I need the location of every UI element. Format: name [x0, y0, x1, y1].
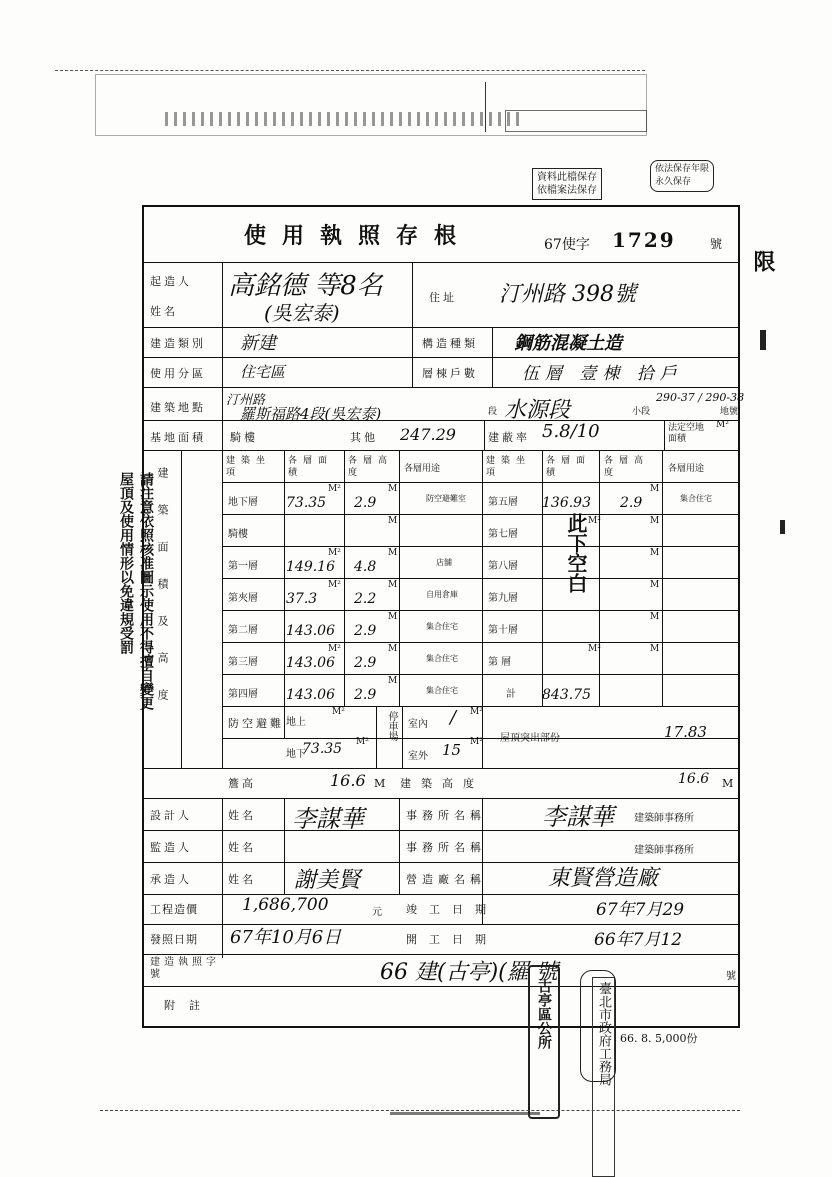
supervisor-office-label: 事務所名稱 [406, 841, 486, 854]
left-row-5-use: 集合住宅 [426, 654, 458, 663]
col-header-6: 各層高度 [604, 456, 650, 478]
height-unit: M [722, 777, 734, 790]
col-line-mid-2 [492, 327, 493, 387]
issue-value: 67年10月6日 [230, 927, 342, 948]
unit-rr0-height: M [650, 484, 660, 494]
left-row-5-area: 143.06 [286, 655, 335, 671]
unit-r3-height: M [388, 580, 398, 590]
rule-1 [144, 262, 738, 263]
cost-label: 工程造價 [150, 903, 198, 916]
unit-r2-height: M [388, 548, 398, 558]
unit-rr3-height: M [650, 580, 660, 590]
supervisor-name-label: 姓名 [228, 841, 256, 854]
license-suffix: 號 [726, 971, 736, 982]
coverage-label: 建蔽率 [488, 431, 530, 444]
unit-rr4-height: M [650, 612, 660, 622]
grid-col-v2 [284, 450, 285, 738]
left-row-4-use: 集合住宅 [426, 622, 458, 631]
shelter-label: 防空避難 [228, 717, 284, 730]
unit-r5-area: M² [328, 644, 341, 654]
area-label: 基地面積 [150, 431, 206, 444]
builder-label-2: 姓名 [150, 305, 178, 318]
grid-row-h5 [222, 642, 738, 643]
unit-r0-height: M [388, 484, 398, 494]
unit-r2-area: M² [328, 548, 341, 558]
top-strip-stamp-frame [505, 110, 647, 132]
statutory-unit: M² [716, 420, 729, 430]
col-line-statutory [664, 420, 665, 450]
permit-suffix: 號 [710, 237, 723, 251]
indoor-unit: M² [470, 707, 483, 717]
designer-office-suffix: 建築師事務所 [634, 813, 694, 824]
outdoor-value: 15 [442, 741, 462, 759]
shelter-above-unit: M² [332, 707, 345, 717]
designer-name: 李謀華 [292, 805, 364, 833]
rule-9 [144, 830, 738, 831]
coverage-value: 5.8/10 [542, 421, 600, 442]
section-value: 水源段 [504, 398, 571, 423]
left-row-1-name: 騎樓 [228, 529, 248, 540]
rule-3 [144, 357, 738, 358]
grid-row-h0 [222, 482, 738, 483]
shelter-divider [376, 706, 377, 768]
structure-value: 鋼筋混凝土造 [514, 333, 622, 354]
lower-col-3 [399, 798, 400, 894]
unit-r5-height: M [388, 644, 398, 654]
contractor-company-label: 營造廠名稱 [406, 873, 486, 886]
grid-col-v5 [482, 450, 483, 768]
left-row-4-name: 第二層 [228, 625, 258, 636]
left-row-3-name: 第夾層 [228, 593, 258, 604]
shelter-below-value: 73.35 [302, 741, 343, 757]
grid-row-h3 [222, 578, 738, 579]
left-row-4-area: 143.06 [286, 623, 335, 639]
archive-stamp2-line-2: 永久保存 [655, 177, 692, 187]
zone-label: 使用分區 [150, 367, 206, 380]
permit-prefix: 67使字 [544, 237, 590, 253]
notes-label: 附註 [164, 999, 214, 1012]
left-row-4-height: 2.9 [354, 623, 377, 639]
site-value-2: 羅斯福路4段(吳宏泰) [240, 405, 382, 423]
builder-name: 高銘德 等8名 [228, 271, 383, 301]
footer-print: 66. 8. 5,000份 [620, 1032, 698, 1045]
zone-value: 住宅區 [240, 363, 286, 381]
grid-row-h1 [222, 514, 738, 515]
left-row-6-height: 2.9 [354, 687, 377, 703]
col-line-coverage [484, 420, 485, 450]
right-edge-speck-2 [780, 520, 785, 534]
unit-r3-area: M² [328, 580, 341, 590]
contractor-label: 承造人 [150, 873, 192, 886]
grid-row-h2 [222, 546, 738, 547]
bottom-speck [390, 1112, 540, 1115]
archive-stamp-line-2: 依檔案法保存 [537, 185, 597, 196]
rule-4 [144, 387, 738, 388]
rule-7 [144, 768, 738, 769]
left-row-2-name: 第一層 [228, 561, 258, 572]
right-row-6-name: 計 [506, 689, 516, 700]
col-header-7: 各層用途 [668, 464, 705, 474]
void-stamp: 此下空白 [564, 513, 588, 593]
completion-value: 67年7月29 [596, 900, 685, 920]
col-header-1: 各層面積 [288, 456, 334, 478]
indoor-label: 室內 [408, 719, 428, 730]
completion-label: 竣工日期 [406, 903, 498, 916]
col-line-addr [412, 262, 413, 327]
top-strip-faded-text [165, 112, 525, 126]
unit-r0-area: M² [328, 484, 341, 494]
bottom-seal [528, 965, 560, 1119]
right-row-5-name: 第 層 [488, 657, 512, 668]
floors-label: 層棟戶數 [422, 367, 478, 380]
grid-col-v6 [542, 450, 543, 706]
left-row-6-area: 143.06 [286, 687, 335, 703]
left-row-0-name: 地下層 [228, 497, 258, 508]
right-row-0-use: 集合住宅 [680, 494, 712, 503]
left-row-5-name: 第三層 [228, 657, 258, 668]
unit-r4-height: M [388, 612, 398, 622]
designer-name-label: 姓名 [228, 809, 256, 822]
form-title: 使用執照存根 [244, 223, 473, 249]
roof-value: 17.83 [664, 723, 707, 741]
cost-value: 1,686,700 [242, 895, 329, 915]
rule-2 [144, 327, 738, 328]
left-row-5-height: 2.9 [354, 655, 377, 671]
outdoor-unit: M² [470, 737, 483, 747]
archive-stamp [532, 168, 602, 200]
unit-rr1-area: M² [588, 516, 601, 526]
grid-col-v0 [181, 450, 182, 768]
right-row-4-name: 第十層 [488, 625, 518, 636]
supervisor-label: 監造人 [150, 841, 192, 854]
oval-seal [580, 970, 616, 1082]
structure-label: 構造種類 [422, 337, 478, 350]
unit-rr5-area: M² [588, 644, 601, 654]
section-label: 段 [488, 407, 498, 417]
unit-rr2-height: M [650, 548, 660, 558]
col-header-3: 各層用途 [404, 464, 441, 474]
grid-col-v8 [662, 450, 663, 706]
statutory-label: 法定空地面積 [668, 423, 705, 444]
left-row-6-name: 第四層 [228, 689, 258, 700]
right-row-3-name: 第九層 [488, 593, 518, 604]
address-label: 住址 [429, 291, 457, 304]
left-note-col-1: 屋頂及使用情形以免違規受罰 [118, 472, 134, 654]
lower-col-1 [222, 798, 223, 958]
grid-col-v4 [399, 450, 400, 706]
subsection-label: 小段 [632, 407, 651, 417]
height-value: 16.6 [678, 771, 710, 787]
rule-5 [144, 420, 738, 421]
col-line-mid [412, 327, 413, 387]
col-line-label [222, 262, 223, 450]
bottom-seal-text: 古亭區公所 [536, 979, 552, 1049]
archive-stamp2-line-1: 依法保存年限 [655, 164, 710, 174]
contractor-company: 東賢營造廠 [548, 866, 659, 891]
outdoor-label: 室外 [408, 751, 428, 762]
left-row-3-use: 自用倉庫 [426, 590, 458, 599]
other-value: 247.29 [400, 425, 456, 444]
right-row-1-name: 第七層 [488, 529, 518, 540]
shelter-above-label: 地上 [286, 717, 306, 728]
rule-8 [144, 798, 738, 799]
left-row-2-use: 店舖 [436, 558, 452, 567]
unit-r1-height: M [388, 516, 398, 526]
designer-label: 設計人 [150, 809, 192, 822]
grid-row-h4 [222, 610, 738, 611]
lot-numbers: 290-37 / 290-38 [656, 391, 745, 404]
left-note-col-2: 請注意依照核准圖示使用不得擅自變更 [138, 472, 154, 710]
right-edge-speck [760, 330, 766, 350]
cost-unit: 元 [372, 907, 382, 918]
bottom-dashed-line [100, 1110, 740, 1111]
building-type-value: 新建 [240, 333, 276, 354]
shelter-below-unit: M² [356, 737, 369, 747]
official-seal: 臺北市政府工務局 [592, 977, 615, 1177]
rule-6 [144, 450, 738, 451]
left-row-6-use: 集合住宅 [426, 686, 458, 695]
designer-office-label: 事務所名稱 [406, 809, 486, 822]
col-header-5: 各層面積 [546, 456, 592, 478]
site-label: 建築地點 [150, 401, 206, 414]
eave-value: 16.6 [330, 771, 366, 790]
height-label: 建築高度 [400, 777, 484, 790]
issue-label: 發照日期 [150, 933, 198, 946]
grid-row-h6 [222, 674, 738, 675]
col-header-4: 建築坐項 [486, 456, 532, 478]
unit-rr1-height: M [650, 516, 660, 526]
shelter-below-label: 地下 [286, 749, 306, 760]
address-value: 汀州路 398號 [499, 282, 636, 307]
contractor-name: 謝美賢 [294, 868, 361, 893]
right-row-0-height: 2.9 [620, 495, 643, 511]
col-header-0: 建築坐項 [226, 456, 272, 478]
rule-14 [144, 986, 738, 987]
eave-label: 簷高 [228, 777, 256, 790]
lot-label: 地號 [720, 407, 739, 417]
indoor-slash: / [450, 707, 457, 728]
parking-label: 停車場 [386, 711, 397, 741]
unit-r6-height: M [388, 676, 398, 686]
license-value: 66 建(古亭)(羅 號 [380, 960, 558, 985]
left-row-0-area: 73.35 [286, 495, 327, 511]
arcade-label: 騎樓 [230, 431, 258, 444]
license-label: 建造執照字號 [150, 957, 220, 980]
top-faded-strip [55, 62, 645, 142]
start-label: 開工日期 [406, 933, 498, 946]
right-row-2-name: 第八層 [488, 561, 518, 572]
right-edge-mark: 限 [750, 250, 776, 272]
left-row-3-height: 2.2 [354, 591, 377, 607]
col-header-2: 各層高度 [348, 456, 394, 478]
left-row-0-height: 2.9 [354, 495, 377, 511]
right-row-6-area: 843.75 [542, 687, 591, 703]
grid-col-v1 [222, 450, 223, 768]
permit-number: 1729 [612, 228, 676, 252]
left-row-0-use: 防空避難室 [426, 494, 466, 503]
roof-label: 屋頂突出部份 [500, 733, 560, 744]
parking-divider [402, 706, 403, 768]
grid-col-v7 [599, 450, 600, 706]
contractor-name-label: 姓名 [228, 873, 256, 886]
start-value: 66年7月12 [594, 930, 683, 950]
archive-stamp-line-1: 資料此檔保存 [537, 172, 597, 183]
unit-rr5-height: M [650, 644, 660, 654]
grid-side-label: 建築面積及高度 [156, 467, 169, 726]
top-strip-line [55, 70, 645, 71]
left-row-2-height: 4.8 [354, 559, 377, 575]
designer-office: 李謀華 [542, 803, 614, 831]
left-row-2-area: 149.16 [286, 559, 335, 575]
eave-unit: M [374, 777, 386, 790]
supervisor-office-suffix: 建築師事務所 [634, 845, 694, 856]
building-type-label: 建造類別 [150, 337, 206, 350]
grid-col-v3 [344, 450, 345, 706]
builder-name-2: (吳宏泰) [264, 301, 340, 325]
archive-stamp-2 [650, 160, 714, 192]
floors-value: 伍層 壹棟 拾戶 [522, 364, 683, 384]
site-value-1: 汀州路 [226, 393, 266, 408]
lower-col-2 [284, 798, 285, 894]
other-label: 其他 [350, 431, 378, 444]
left-row-3-area: 37.3 [286, 591, 318, 607]
builder-label-1: 起造人 [150, 275, 192, 288]
right-row-0-area: 136.93 [542, 495, 591, 511]
right-row-0-name: 第五層 [488, 497, 518, 508]
